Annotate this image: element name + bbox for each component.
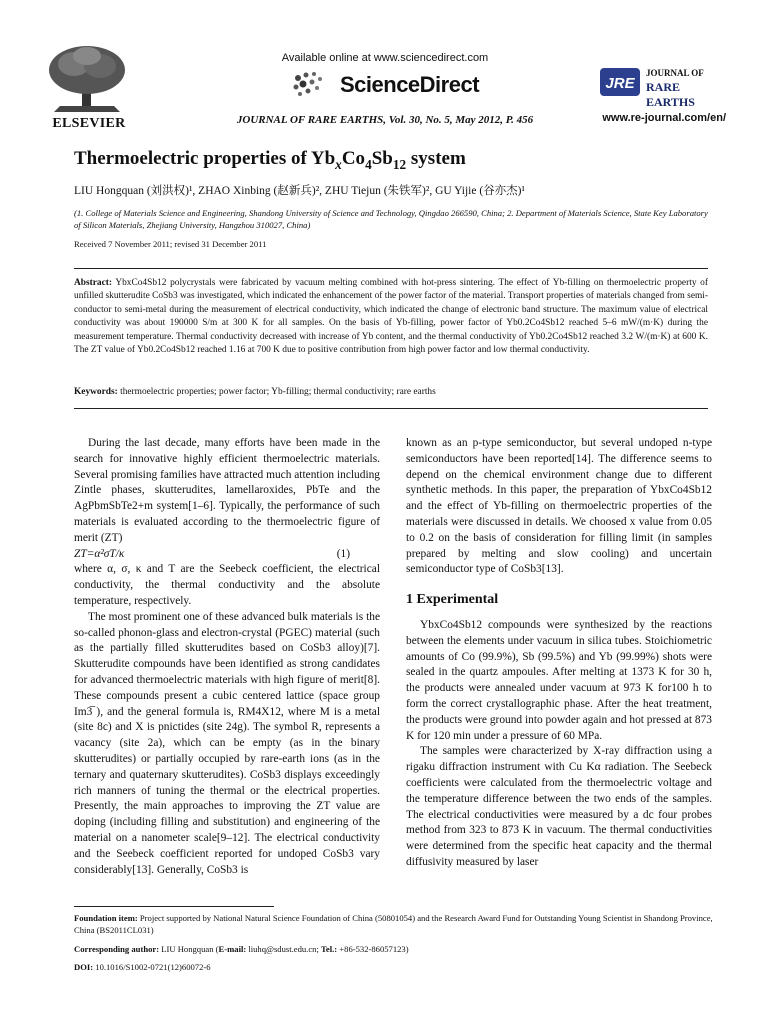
- intro-paragraph-1: During the last decade, many efforts have been made in the search for innovative highly efficient thermoelectric materials. Several promising families have attracted much attention including Zintle phases, skutterudites, lamellaroxides, PbTe and the AgPbmSbTe2+m system[1–6]. Typically, the performance of such materials is evaluated according to the thermoelectric figure of merit (ZT): [74, 437, 380, 544]
- intro-paragraph-2: The most prominent one of these advanced bulk materials is the so-called phonon-glass and electron-crystal (PGEC) material (such as the partially filled skutterudites based on CoSb3 alloy)[7]. Skutterudite compounds have been identified as strong candidates for advanced thermoelectric materials with high figure of merit[8]. These compounds present a cubic centered lattice (space group Im3̅ ), and the general formula is, RM4X12, where M is a metal (site 8c) and X is pnictides (site 24g). The symbol R, represents a vacancy (site 2a), which can be empty (as in the binary skutterudites) or partially occupied by rare-earth ions (as in the ternary and quaternary skutterudites). CoSb3 displays exceedingly rich manners of tuning the thermal or the electrical properties. Presently, the main approaches to improving the ZT value are doping (including filling and substitution) and engineering of the material on a nanometer scale[9–12]. The electrical conductivity and the Seebeck coefficient reported for undoped CoSb3 vary considerably[13]. Generally, CoSb3 is: [74, 610, 380, 876]
- experimental-paragraph-2: The samples were characterized by X-ray diffraction using a rigaku diffraction instrument with Cu Kα radiation. The Seebeck coefficients were calculated from the thermoelectric voltage and the temperature difference between the two ends of the samples. The electrical conductivities were measured by a dc four probes method from 323 to 873 K in vacuum. The thermal conductivities were determined from the specific heat capacity and the thermal diffusivity measured by laser: [406, 745, 712, 868]
- journal-citation-line: JOURNAL OF RARE EARTHS, Vol. 30, No. 5, May 2012, P. 456: [236, 114, 534, 126]
- corresponding-author: Corresponding author: LIU Hongquan (E-mail: liuhq@sdust.edu.cn; Tel.: +86-532-86057123): [74, 944, 409, 954]
- abstract-label: Abstract:: [74, 278, 113, 288]
- intro-paragraph-1-continued: where α, σ, κ and T are the Seebeck coefficient, the electrical conductivity, the thermal conductivity and the absolute temperature, respectively.: [74, 563, 380, 607]
- intro-paragraph-3: known as an p-type semiconductor, but several undoped n-type semiconductors have been reported[14]. The difference seems to depend on the chemical environment change due to different synthetic methods. In this paper, the preparation of YbxCo4Sb12 and the effect of Yb-filling on thermoelectric properties of the materials were discussed in details. We choosed x value from 0.05 to 0.2 on the basis of consideration for filling limit (in samples prepared by melting and slow cooling) and uncertain semiconductor type of CoSb3[13].: [406, 437, 712, 576]
- jre-emblem-icon: [598, 64, 642, 100]
- keywords: [74, 387, 708, 397]
- equation-1: [74, 547, 380, 563]
- sciencedirect-logo[interactable]: [290, 68, 490, 102]
- keywords-label: Keywords:: [74, 387, 118, 397]
- body-column-left: [74, 436, 380, 878]
- email-link[interactable]: liuhq@sdust.edu.cn: [248, 944, 317, 954]
- svg-text:JRE: JRE: [605, 75, 635, 92]
- sciencedirect-dots-icon: [290, 70, 334, 100]
- received-dates: Received 7 November 2011; revised 31 December 2011: [74, 239, 267, 249]
- sciencedirect-wordmark: ScienceDirect: [340, 72, 480, 97]
- doi: DOI: 10.1016/S1002-0721(12)60072-6: [74, 962, 211, 972]
- abstract-text: YbxCo4Sb12 polycrystals were fabricated by vacuum melting combined with hot-press sintering. The effect of Yb-filling on thermoelectric property of unfilled skutterudite CoSb3 was investigated, which indicated the enhancement of the power factor of the material. Transport properties of materials changed from semi-conductor to semi-metal during the measurement of electrical conductivity, which indicated the change of electronic band structure. The maximum value of electrical conductivity was about 190000 S/m at 300 K for all samples. On the basis of Yb-filling, power factor of Yb0.2Co4Sb12 reached 5–6 mW/(m·K) during the measurement temperature. Thermal conductivity decreased with increase of Yb content, and the thermal conductivity of Yb0.2Co4Sb12 reached 3.2 W/(m·K) at 600 K. The ZT value of Yb0.2Co4Sb12 reached 1.16 at 700 K due to positive contribution from high power factor and low thermal conductivity.: [74, 278, 708, 356]
- journal-url[interactable]: www.re-journal.com/en/: [602, 112, 726, 124]
- foundation-item: Foundation item: Project supported by National Natural Science Foundation of China (50801054) and the Research Award Fund for Outstanding Young Scientist in Shandong Province, China (BS2011CL031): [74, 913, 713, 935]
- footnote-rule: [74, 906, 274, 907]
- abstract: [74, 277, 708, 357]
- article-title: Thermoelectric properties of $Yb_xCo_4Sb_{12}$ system: [74, 148, 466, 172]
- affiliations: (1. College of Materials Science and Engineering, Shandong University of Science and Technology, Qingdao 266590, China; 2. Department of Materials Science, State Key Laboratory of Silicon Materials, Zhejiang University, Hangzhou 310027, China): [74, 208, 708, 230]
- available-online-text[interactable]: Available online at www.sciencedirect.com: [281, 52, 489, 64]
- experimental-paragraph-1: YbxCo4Sb12 compounds were synthesized by the reactions between the elements under vacuum in silica tubes. Stoichiometric amounts of Co (99.9%), Sb (99.5%) and Yb (99.99%) shots were sealed in the quartz ampoules. After melting at 1373 K for 30 h, the products were annealed under vacuum at 973 K for100 h to form the correct crystallographic phase. After the heat treatment, the products were ground into powder again and hot pressed at 873 K for 120 min under a pressure of 60 MPa.: [406, 618, 712, 742]
- equation-number: (1): [336, 547, 350, 560]
- author-list: LIU Hongquan (刘洪权)¹, ZHAO Xinbing (赵新兵)², ZHU Tiejun (朱铁军)², GU Yijie (谷亦杰)¹: [74, 185, 525, 197]
- abstract-bottom-rule: [74, 408, 708, 409]
- publisher-name: ELSEVIER: [52, 116, 126, 131]
- equation-formula: ZT=α²σT/κ: [74, 547, 125, 560]
- abstract-top-rule: [74, 268, 708, 269]
- body-column-right: [406, 436, 712, 871]
- doi-link[interactable]: 10.1016/S1002-0721(12)60072-6: [95, 962, 211, 972]
- keywords-text: thermoelectric properties; power factor; Yb-filling; thermal conductivity; rare earths: [120, 387, 436, 397]
- journal-rare-earths-logo: [598, 64, 718, 109]
- jre-line1: JOURNAL OF: [646, 68, 704, 78]
- jre-line2: RARE EARTHS: [646, 80, 695, 109]
- section-heading-experimental: 1 Experimental: [406, 592, 499, 608]
